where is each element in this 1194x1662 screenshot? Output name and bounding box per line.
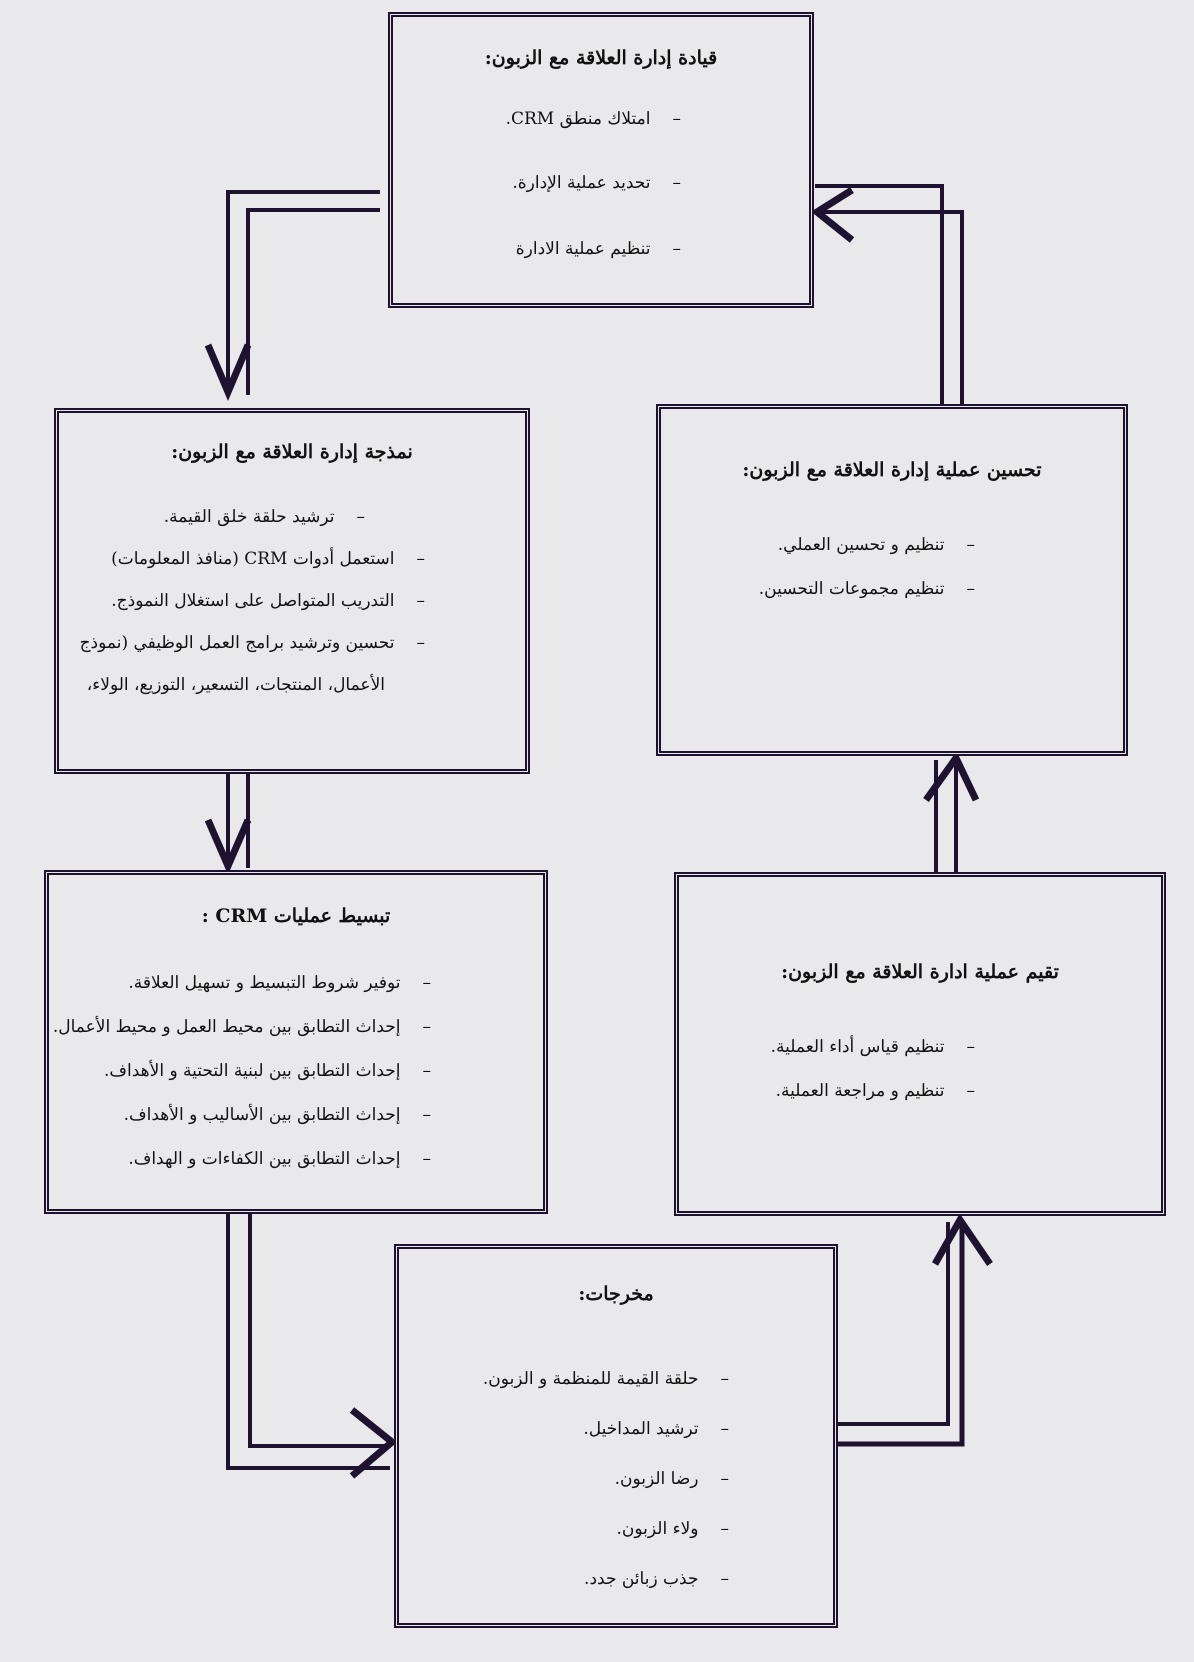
arrow-outputs-to-evaluation: [838, 1220, 990, 1444]
evaluation-list: [679, 1037, 1161, 1101]
simplify-list: [49, 973, 543, 1169]
list-item: – استعمل أدوات CRM (منافذ المعلومات): [59, 549, 425, 569]
list-item: – تنظيم عملية الادارة: [393, 239, 681, 259]
leadership-list: [393, 109, 809, 259]
list-item: – التدريب المتواصل على استغلال النموذج.: [59, 591, 425, 611]
modeling-title: نمذجة إدارة العلاقة مع الزبون:: [171, 441, 413, 463]
improvement-title: تحسين عملية إدارة العلاقة مع الزبون:: [742, 459, 1042, 481]
evaluation-title: تقيم عملية ادارة العلاقة مع الزبون:: [781, 961, 1059, 983]
list-item: – تحديد عملية الإدارة.: [393, 173, 681, 193]
list-item: – إحداث التطابق بين الكفاءات و الهداف.: [49, 1149, 431, 1169]
arrow-leadership-to-modeling: [208, 192, 380, 395]
list-item: – توفير شروط التبسيط و تسهيل العلاقة.: [49, 973, 431, 993]
modeling-list: [59, 507, 525, 653]
outputs-title: مخرجات:: [578, 1283, 654, 1305]
box-evaluation: [674, 872, 1166, 1216]
box-leadership: [388, 12, 814, 308]
list-item: – حلقة القيمة للمنظمة و الزبون.: [399, 1369, 729, 1389]
arrow-modeling-to-simplify: [208, 770, 248, 868]
box-simplify: [44, 870, 548, 1214]
list-item: – ولاء الزبون.: [399, 1519, 729, 1539]
list-item: – تحسين وترشيد برامج العمل الوظيفي (نموذج: [59, 633, 425, 653]
arrow-evaluation-to-improvement: [926, 758, 976, 872]
list-item: – امتلاك منطق CRM.: [393, 109, 681, 129]
list-item: – إحداث التطابق بين محيط العمل و محيط الأعمال.: [49, 1017, 431, 1037]
outputs-list: [399, 1369, 833, 1589]
list-item: – تنظيم و تحسين العملي.: [661, 535, 975, 555]
box-improvement: [656, 404, 1128, 756]
list-item: – ترشيد المداخيل.: [399, 1419, 729, 1439]
list-item: – إحداث التطابق بين لبنية التحتية و الأهداف.: [49, 1061, 431, 1081]
arrow-improvement-to-leadership: [815, 186, 962, 404]
list-item: – ترشيد حلقة خلق القيمة.: [59, 507, 425, 527]
box-modeling: [54, 408, 530, 774]
simplify-title: تبسيط عمليات CRM :: [201, 905, 391, 927]
modeling-continuation: الأعمال، المنتجات، التسعير، التوزيع، الولاء،: [86, 675, 385, 695]
box-outputs: [394, 1244, 838, 1628]
arrow-simplify-to-outputs: [228, 1210, 392, 1476]
list-item: – تنظيم قياس أداء العملية.: [679, 1037, 975, 1057]
list-item: – تنظيم مجموعات التحسين.: [661, 579, 975, 599]
improvement-list: [661, 535, 1123, 599]
leadership-title: قيادة إدارة العلاقة مع الزبون:: [484, 47, 718, 69]
list-item: – تنظيم و مراجعة العملية.: [679, 1081, 975, 1101]
list-item: – إحداث التطابق بين الأساليب و الأهداف.: [49, 1105, 431, 1125]
list-item: – جذب زبائن جدد.: [399, 1569, 729, 1589]
list-item: – رضا الزبون.: [399, 1469, 729, 1489]
